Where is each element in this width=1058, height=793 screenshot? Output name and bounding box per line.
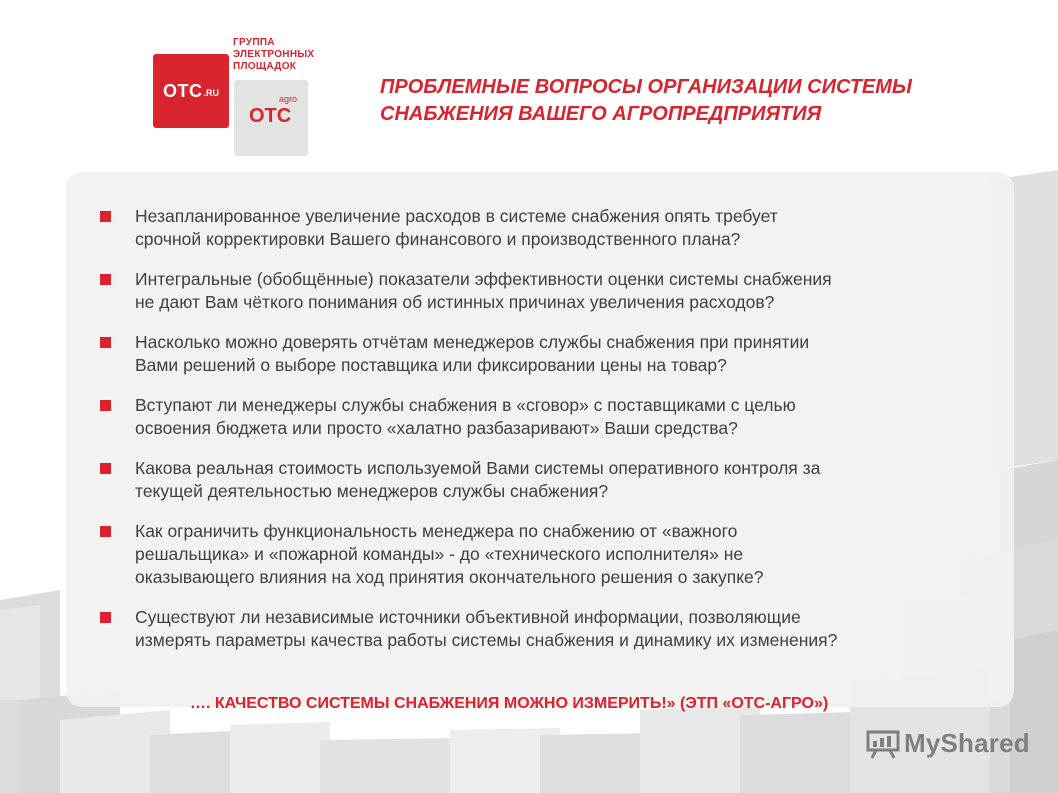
- bullet-text-line: решальщика» и «пожарной команды» - до «технического исполнителя» не: [135, 544, 744, 564]
- bullet-square-icon: [100, 526, 111, 537]
- agro-logo-sup: agro: [279, 94, 298, 104]
- list-item: [100, 606, 1005, 652]
- slide-title: [380, 74, 1040, 128]
- bullet-square-icon: [100, 400, 111, 411]
- bullet-text-line: Существуют ли независимые источники объективной информации, позволяющие: [135, 607, 801, 627]
- otc-ru-logo[interactable]: [153, 54, 229, 128]
- bullet-square-icon: [100, 612, 111, 623]
- myshared-watermark[interactable]: [866, 728, 1030, 759]
- bullet-text-line: Незапланированное увеличение расходов в системе снабжения опять требует: [135, 206, 778, 226]
- bullet-text-line: Вами решений о выборе поставщика или фиксировании цены на товар?: [135, 355, 727, 375]
- group-label-line: ЭЛЕКТРОННЫХ: [233, 49, 315, 60]
- list-item: [100, 457, 1005, 503]
- list-item: [100, 205, 1005, 251]
- question-list: [100, 205, 1005, 669]
- watermark-text: MyShared: [904, 728, 1030, 758]
- slide-title-line: СНАБЖЕНИЯ ВАШЕГО АГРОПРЕДПРИЯТИЯ: [380, 103, 822, 125]
- list-item: [100, 520, 1005, 589]
- list-item: [100, 394, 1005, 440]
- bullet-square-icon: [100, 211, 111, 222]
- bullet-square-icon: [100, 463, 111, 474]
- otc-agro-logo[interactable]: [234, 80, 308, 156]
- list-item: [100, 331, 1005, 377]
- bullet-text-line: Какова реальная стоимость используемой Вами системы оперативного контроля за: [135, 458, 821, 478]
- bullet-text-line: срочной корректировки Вашего финансового и производственного плана?: [135, 229, 741, 249]
- bullet-text-line: Как ограничить функциональность менеджера по снабжению от «важного: [135, 521, 738, 541]
- bullet-text-line: измерять параметры качества работы системы снабжения и динамику их изменения?: [135, 630, 838, 650]
- bullet-text-line: текущей деятельностью менеджеров службы снабжения?: [135, 481, 609, 501]
- agro-logo-text: ОТС: [249, 105, 292, 127]
- list-item: [100, 268, 1005, 314]
- group-label: [233, 37, 314, 73]
- presentation-board-icon: [866, 729, 900, 759]
- bullet-text-line: не дают Вам чёткого понимания об истинных причинах увеличения расходов?: [135, 292, 775, 312]
- bullet-text-line: Интегральные (обобщённые) показатели эффективности оценки системы снабжения: [135, 269, 832, 289]
- bullet-square-icon: [100, 337, 111, 348]
- bullet-square-icon: [100, 274, 111, 285]
- group-label-line: ПЛОЩАДОК: [233, 61, 297, 72]
- otc-logo-domain: .RU: [203, 88, 219, 98]
- bullet-text-line: оказывающего влияния на ход принятия окончательного решения о закупке?: [135, 567, 764, 587]
- bullet-text-line: Насколько можно доверять отчётам менеджеров службы снабжения при принятии: [135, 332, 810, 352]
- bullet-text-line: Вступают ли менеджеры службы снабжения в «сговор» с поставщиками с целью: [135, 395, 796, 415]
- otc-logo-text: ОТС: [163, 80, 203, 101]
- bullet-text-line: освоения бюджета или просто «халатно разбазаривают» Ваши средства?: [135, 418, 738, 438]
- conclusion-text: …. КАЧЕСТВО СИСТЕМЫ СНАБЖЕНИЯ МОЖНО ИЗМЕРИТЬ!» (ЭТП «ОТС-АГРО»): [190, 695, 829, 712]
- group-label-line: ГРУППА: [233, 37, 275, 48]
- slide-title-line: ПРОБЛЕМНЫЕ ВОПРОСЫ ОРГАНИЗАЦИИ СИСТЕМЫ: [380, 76, 912, 98]
